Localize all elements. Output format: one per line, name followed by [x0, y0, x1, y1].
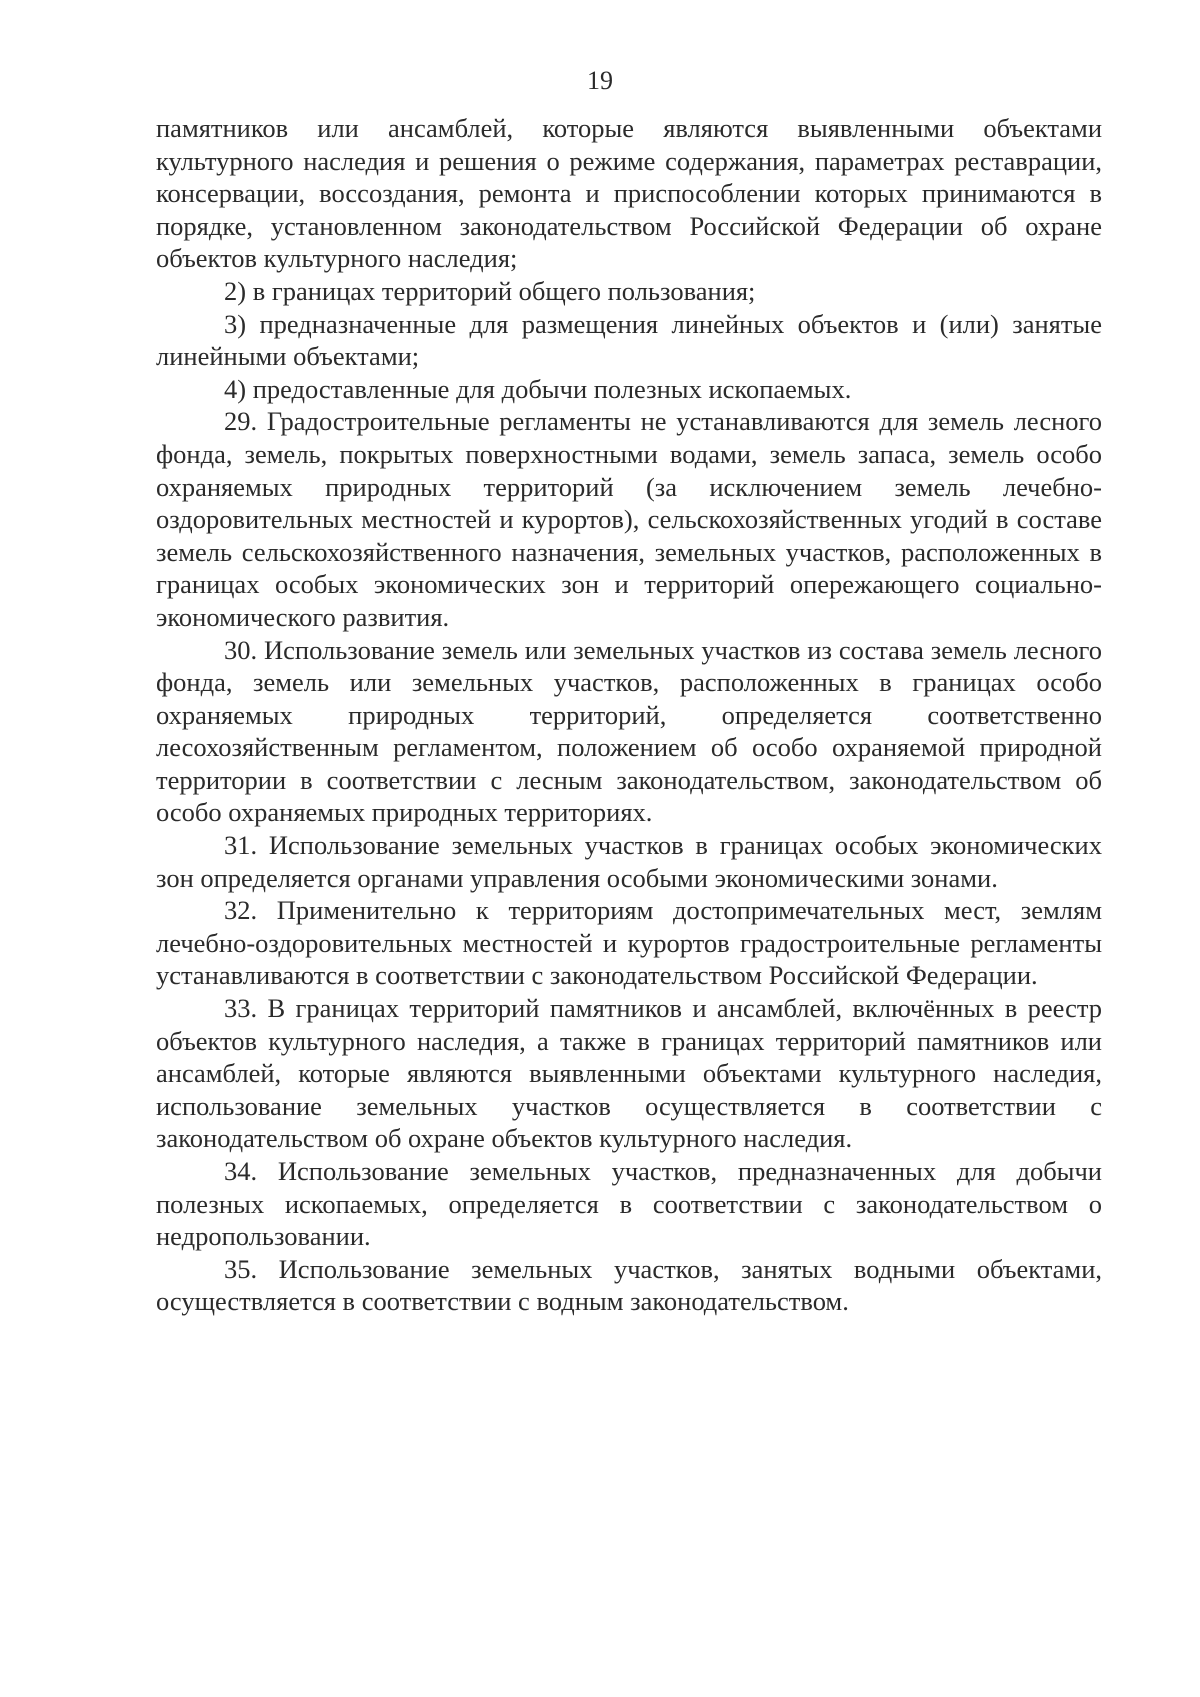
paragraph-35: 35. Использование земельных участков, занятых водными объектами, осуществляется в соответствии с водным законодательством. — [156, 1253, 1102, 1317]
paragraph-item-4: 4) предоставленные для добычи полезных ископаемых. — [224, 373, 852, 404]
paragraph-30: 30. Использование земель или земельных участков из состава земель лесного фонда, земель или земельных участков, расположенных в границах особо охраняемых природных территорий, определяется соответственно лесохозяйственным регламентом, положением об особо охраняемой природной территории в соответствии с лесным законодательством, законодательством об особо охраняемых природных территориях. — [156, 634, 1102, 828]
page-number: 19 — [587, 66, 613, 95]
paragraph-item-3: 3) предназначенные для размещения линейных объектов и (или) занятые линейными объектами; — [156, 308, 1102, 372]
paragraph-32: 32. Применительно к территориям достопримечательных мест, землям лечебно-оздоровительных местностей и курортов градостроительные регламенты устанавливаются в соответствии с законодательством Российской Федерации. — [156, 895, 1102, 991]
paragraph-31: 31. Использование земельных участков в границах особых экономических зон определяется органами управления особыми экономическими зонами. — [156, 830, 1102, 893]
paragraph-item-2: 2) в границах территорий общего пользования; — [224, 275, 756, 306]
paragraph-29: 29. Градостроительные регламенты не устанавливаются для земель лесного фонда, земель, покрытых поверхностными водами, земель запаса, земель особо охраняемых природных территорий (за исключением земель лечебно-оздоровительных местностей и курортов), сельскохозяйственных угодий в составе земель сельскохозяйственного назначения, земельных участков, расположенных в границах особых экономических зон и территорий опережающего социально-экономического развития. — [156, 406, 1102, 632]
paragraph-34: 34. Использование земельных участков, предназначенных для добычи полезных ископаемых, определяется в соответствии с законодательством о недропользовании. — [156, 1156, 1102, 1252]
paragraph-continuation: памятников или ансамблей, которые являются выявленными объектами культурного наследия и решения о режиме содержания, параметрах реставрации, консервации, воссоздания, ремонта и приспособлении которых принимаются в порядке, установленном законодательством Российской Федерации об охране объектов культурного наследия; — [156, 113, 1102, 274]
document-body — [156, 112, 1102, 1318]
paragraph-33: 33. В границах территорий памятников и ансамблей, включённых в реестр объектов культурного наследия, а также в границах территорий памятников или ансамблей, которые являются выявленными объектами культурного наследия, использование земельных участков осуществляется в соответствии с законодательством об охране объектов культурного наследия. — [156, 993, 1102, 1154]
